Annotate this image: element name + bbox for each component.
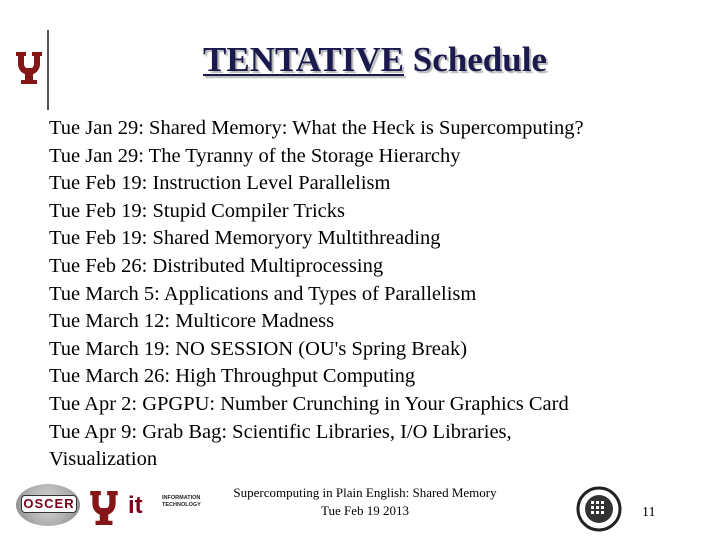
schedule-item: Tue Feb 26: Distributed Multiprocessing [49,254,384,277]
footer-line-2: Tue Feb 19 2013 [320,503,409,518]
nsf-seal-icon [576,486,622,532]
schedule-item: Tue March 5: Applications and Types of Parallelism [49,282,477,305]
it-logo-word: it [128,492,143,519]
schedule-item: Tue Apr 9: Grab Bag: Scientific Libraries, I/O Libraries, Visualization [49,420,512,471]
schedule-list [49,115,689,474]
title-emphasis: TENTATIVE [203,40,405,79]
footer-line-1: Supercomputing in Plain English: Shared Memory [233,485,497,500]
it-logo-text: INFORMATION TECHNOLOGY [162,495,201,508]
footer-caption [205,484,525,520]
schedule-item: Tue Jan 29: The Tyranny of the Storage Hierarchy [49,144,461,167]
schedule-item: Tue March 12: Multicore Madness [49,310,335,333]
ou-footer-logo-icon [86,486,122,530]
schedule-item: Tue March 19: NO SESSION (OU's Spring Break) [49,337,468,360]
oscer-label: OSCER [21,495,77,513]
schedule-item: Tue Jan 29: Shared Memory: What the Heck is Supercomputing? [49,117,584,139]
schedule-item: Tue March 26: High Throughput Computing [49,365,416,388]
oscer-logo-icon [16,484,80,526]
schedule-item: Tue Feb 19: Stupid Compiler Tricks [49,199,345,222]
ou-it-logo-icon [126,490,208,526]
schedule-item: Tue Apr 2: GPGPU: Number Crunching in Your Graphics Card [49,392,569,415]
slide-title [0,40,720,80]
schedule-item: Tue Feb 19: Instruction Level Parallelism [49,172,391,195]
page-number: 11 [642,505,656,520]
title-rest: Schedule [404,40,547,79]
schedule-item: Tue Feb 19: Shared Memoryory Multithreading [49,227,441,250]
